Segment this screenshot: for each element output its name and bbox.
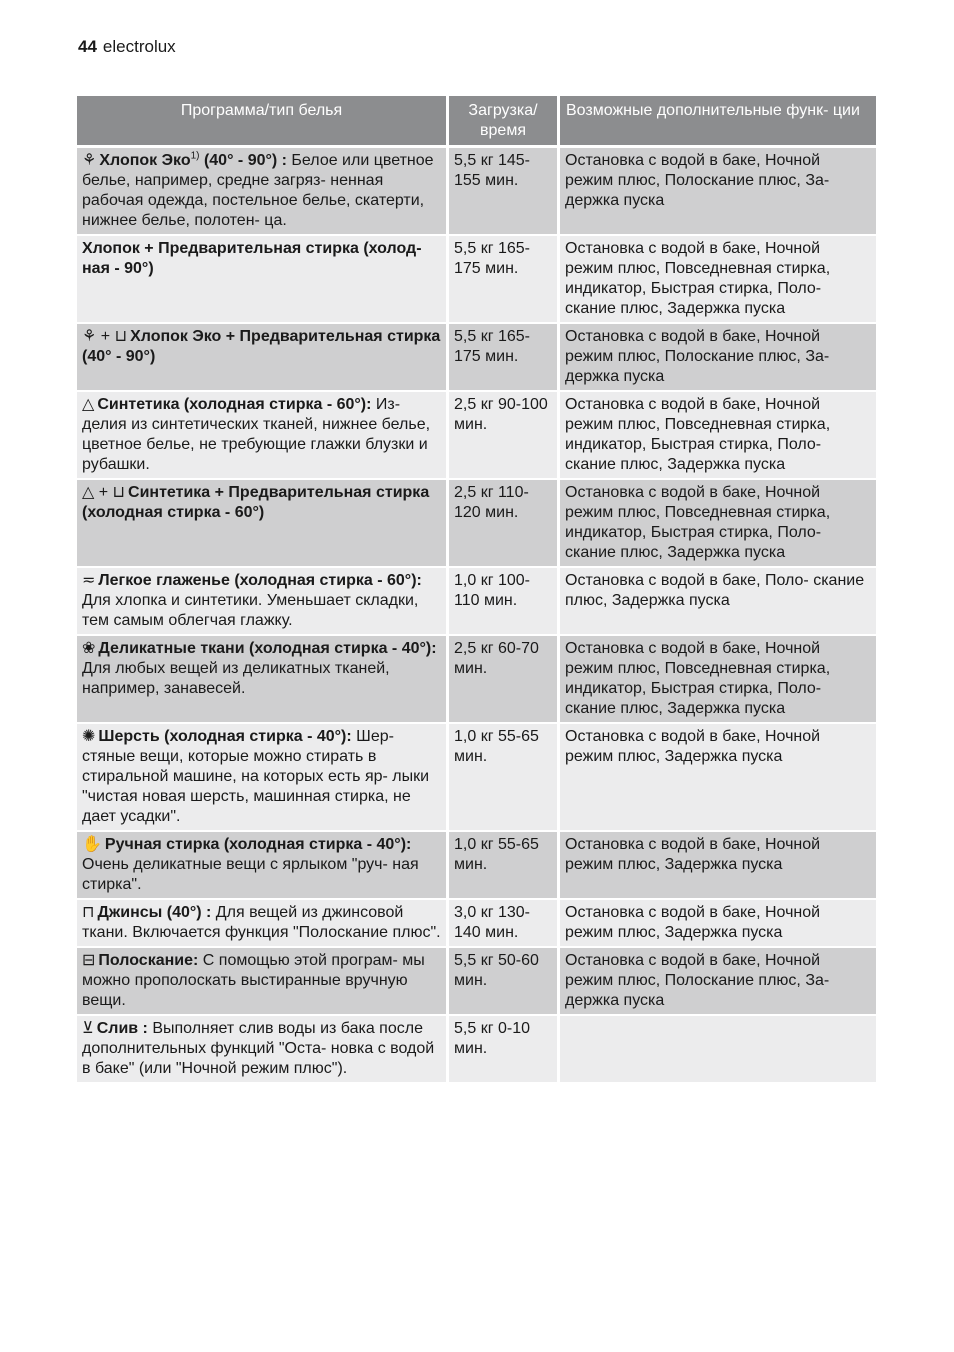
program-cell (77, 948, 449, 1016)
footnote-marker: 1) (190, 150, 200, 162)
table-row (77, 724, 876, 832)
wool-icon: ✺ (82, 728, 96, 745)
table-row (77, 1016, 876, 1084)
options-cell: Остановка с водой в баке, Ночной режим плюс, Задержка пуска (560, 900, 876, 948)
options-cell: Остановка с водой в баке, Ночной режим плюс, Повседневная стирка, индикатор, Быстрая стирка, Поло- скание плюс, Задержка пуска (560, 636, 876, 724)
program-name: Ручная стирка (холодная стирка - 40°): (104, 836, 412, 853)
program-description: Для вещей из джинсовой ткани. Включается функция "Полоскание плюс". (82, 904, 441, 941)
options-cell: Остановка с водой в баке, Ночной режим плюс, Повседневная стирка, индикатор, Быстрая стирка, Поло- скание плюс, Задержка пуска (560, 392, 876, 480)
program-cell (77, 568, 449, 636)
load-time-cell: 5,5 кг 145-155 мин. (449, 148, 560, 236)
program-cell (77, 900, 449, 948)
program-cell (77, 636, 449, 724)
program-name: Синтетика + Предварительная стирка (холодная стирка - 60°) (82, 484, 430, 521)
options-cell: Остановка с водой в баке, Поло- скание плюс, Задержка пуска (560, 568, 876, 636)
program-description: Очень деликатные вещи с ярлыком "руч- ная стирка". (82, 856, 419, 893)
page-number: 44 (78, 37, 97, 56)
program-cell (77, 724, 449, 832)
program-cell (77, 1016, 449, 1084)
table-row (77, 236, 876, 324)
drain-icon: ⊻ (82, 1020, 94, 1037)
program-name: Шерсть (холодная стирка - 40°): (98, 728, 352, 745)
delicates-icon: ❀ (82, 640, 96, 657)
synthetics-prewash-icon: △ + ⊔ (82, 484, 126, 501)
easy-iron-icon: ≂ (82, 572, 96, 589)
program-name: Синтетика (холодная стирка - 60°): (97, 396, 372, 413)
load-time-cell: 3,0 кг 130-140 мин. (449, 900, 560, 948)
column-header-options: Возможные дополнительные функ- ции (560, 96, 876, 148)
table-row (77, 636, 876, 724)
cotton-eco-icon: ⚘ (82, 152, 97, 169)
program-cell (77, 392, 449, 480)
jeans-icon: ⊓ (82, 904, 95, 921)
options-cell: Остановка с водой в баке, Ночной режим плюс, Полоскание плюс, За- держка пуска (560, 148, 876, 236)
program-description: Для любых вещей из деликатных тканей, например, занавесей. (82, 660, 390, 697)
brand-name: electrolux (102, 37, 176, 56)
table-row (77, 480, 876, 568)
load-time-cell: 5,5 кг 0-10 мин. (449, 1016, 560, 1084)
program-description: С помощью этой програм- мы можно прополоскать выстиранные вручную вещи. (82, 952, 425, 1009)
hand-wash-icon: ✋ (82, 836, 102, 853)
load-time-cell: 5,5 кг 165-175 мин. (449, 324, 560, 392)
table-row (77, 832, 876, 900)
load-time-cell: 2,5 кг 60-70 мин. (449, 636, 560, 724)
options-cell: Остановка с водой в баке, Ночной режим плюс, Задержка пуска (560, 832, 876, 900)
program-description: Выполняет слив воды из бака после дополнительных функций "Оста- новка с водой в баке" (или "Ночной режим плюс"). (82, 1020, 435, 1077)
table-row (77, 900, 876, 948)
program-name: Деликатные ткани (холодная стирка - 40°): (98, 640, 437, 657)
program-name: Хлопок Эко (99, 152, 191, 169)
program-description: Для хлопка и синтетики. Уменьшает складки, тем самым облегчая глажку. (82, 592, 419, 629)
options-cell: Остановка с водой в баке, Ночной режим плюс, Повседневная стирка, индикатор, Быстрая стирка, Поло- скание плюс, Задержка пуска (560, 480, 876, 568)
program-cell (77, 480, 449, 568)
program-description: Шер- стяные вещи, которые можно стирать в стиральной машине, на которых есть яр- лыки "чистая новая шерсть, машинная стирка, не дает усадки". (82, 728, 430, 825)
table-row (77, 148, 876, 236)
program-name: Хлопок Эко + Предварительная стирка (40° - 90°) (82, 328, 441, 365)
load-time-cell: 5,5 кг 165-175 мин. (449, 236, 560, 324)
table-header-row (77, 96, 876, 148)
cotton-eco-prewash-icon: ⚘ + ⊔ (82, 328, 128, 345)
program-temperature: (40° - 90°) : (199, 152, 287, 169)
program-description: Из- делия из синтетических тканей, нижнее белье, цветное белье, не требующие глажки блузки и рубашки. (82, 396, 431, 473)
program-cell (77, 324, 449, 392)
load-time-cell: 2,5 кг 110-120 мин. (449, 480, 560, 568)
table-row (77, 568, 876, 636)
table-row (77, 324, 876, 392)
options-cell: Остановка с водой в баке, Ночной режим плюс, Задержка пуска (560, 724, 876, 832)
program-name: Джинсы (40°) : (97, 904, 212, 921)
program-cell (77, 148, 449, 236)
program-description: Белое или цветное белье, например, средне загряз- ненная рабочая одежда, постельное белье, скатерти, нижнее белье, полотен- ца. (82, 152, 434, 229)
load-time-cell: 5,5 кг 50-60 мин. (449, 948, 560, 1016)
table-row (77, 392, 876, 480)
options-cell: Остановка с водой в баке, Ночной режим плюс, Полоскание плюс, За- держка пуска (560, 948, 876, 1016)
program-name: Хлопок + Предварительная стирка (холод- ная - 90°) (82, 240, 422, 277)
programs-table (77, 96, 876, 1084)
options-cell (560, 1016, 876, 1084)
program-name: Легкое глаженье (холодная стирка - 60°): (98, 572, 422, 589)
table-row (77, 948, 876, 1016)
program-cell (77, 236, 449, 324)
load-time-cell: 1,0 кг 100-110 мин. (449, 568, 560, 636)
column-header-program: Программа/тип белья (77, 96, 449, 148)
load-time-cell: 1,0 кг 55-65 мин. (449, 832, 560, 900)
program-cell (77, 832, 449, 900)
options-cell: Остановка с водой в баке, Ночной режим плюс, Повседневная стирка, индикатор, Быстрая стирка, Поло- скание плюс, Задержка пуска (560, 236, 876, 324)
synthetics-icon: △ (82, 396, 95, 413)
program-name: Полоскание: (98, 952, 199, 969)
load-time-cell: 1,0 кг 55-65 мин. (449, 724, 560, 832)
load-time-cell: 2,5 кг 90-100 мин. (449, 392, 560, 480)
column-header-load: Загрузка/ время (449, 96, 560, 148)
page-header (78, 37, 176, 57)
options-cell: Остановка с водой в баке, Ночной режим плюс, Полоскание плюс, За- держка пуска (560, 324, 876, 392)
program-name: Слив : (96, 1020, 148, 1037)
rinse-icon: ⊟ (82, 952, 96, 969)
